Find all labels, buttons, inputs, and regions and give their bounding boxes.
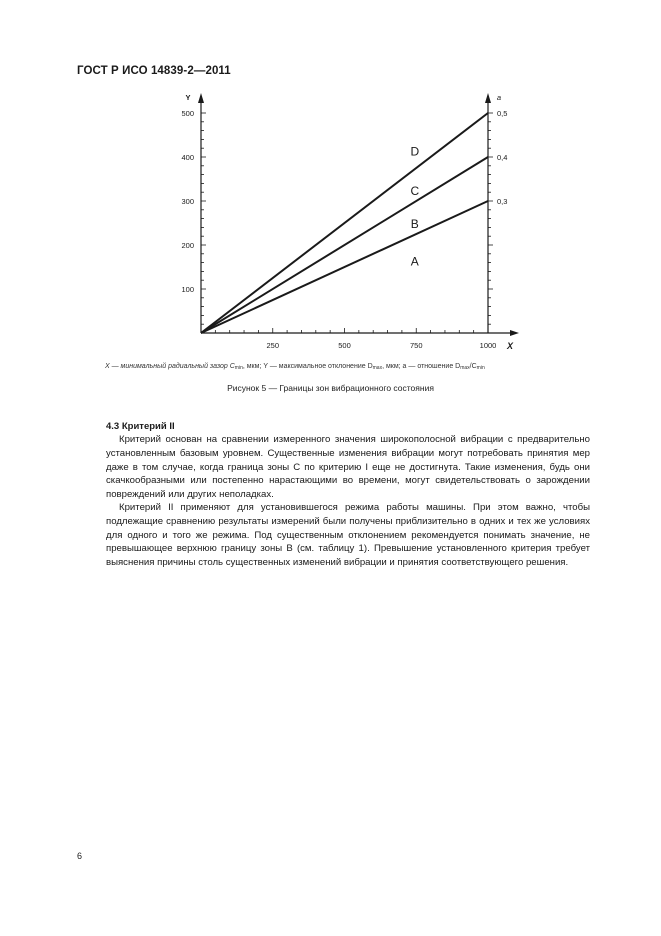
x-tick-label: 500	[338, 341, 351, 350]
caption-y-sub: max	[372, 365, 383, 371]
y-tick-label: 500	[181, 109, 194, 118]
x-tick-label: 1000	[479, 341, 497, 350]
caption-y-unit: , мкм; a — отношение D	[382, 363, 461, 370]
x-tick-label: 750	[409, 341, 423, 350]
zone-label-c: C	[410, 184, 420, 198]
y-tick-label: 200	[181, 241, 194, 250]
section-title: 4.3 Критерий II	[106, 421, 175, 432]
document-header: ГОСТ Р ИСО 14839-2—2011	[77, 65, 231, 77]
zone-label-d: D	[410, 144, 420, 159]
caption-ratio-slash: /C	[469, 363, 477, 370]
y2-axis-arrow	[485, 93, 491, 103]
zone-label-b: B	[410, 217, 419, 231]
figure-caption-legend	[105, 363, 575, 371]
x-axis-arrow	[510, 330, 519, 336]
zone-boundary-line-c	[201, 157, 488, 333]
y-tick-label: 100	[181, 285, 194, 294]
caption-ratio-sub2: min	[476, 365, 485, 371]
zone-boundary-line-b	[201, 201, 488, 333]
zone-boundary-line-d	[201, 113, 488, 333]
caption-x-part: X — минимальный радиальный зазор C	[105, 363, 235, 370]
y-tick-label: 300	[181, 197, 194, 206]
y2-tick-label: 0,3	[497, 197, 508, 206]
y2-tick-label: 0,5	[497, 109, 508, 118]
x-tick-label: 250	[266, 341, 280, 350]
y-axis-arrow	[198, 93, 204, 103]
page-number: 6	[77, 851, 83, 861]
paragraph-criterion-basis: Критерий основан на сравнении измеренного значения широкополосной вибрации с предварительно установленным базовым уровнем. Существенные изменения вибрации могут потребовать принятия мер даже в том случае, когда граница зоны C по критерию I еще не достигнута. Такие изменения, будь они скачкообразными или постепенно нарастающими во времени, могут свидетельствовать о зарождении повреждений или других неполадках.	[106, 434, 590, 501]
y2-tick-label: 0,4	[497, 153, 508, 162]
caption-x-sub: min	[234, 365, 243, 371]
zone-boundaries-chart	[0, 0, 661, 360]
caption-x-unit: , мкм; Y — максимальное отклонение D	[242, 363, 373, 370]
paragraph-criterion-application: Критерий II применяют для установившегося режима работы машины. При этом важно, чтобы подлежащие сравнению результаты измерений были получены приблизительно в одних и тех же условиях для одного и того же режима. Под существенным отклонением рекомендуется понимать значение, не превышающее верхнюю границу зоны B (см. таблицу 1). Превышение установленного критерия требует выяснения причины столь существенных изменений вибрации и принятия соответствующего решения.	[106, 502, 590, 569]
y2-axis-label: a	[496, 93, 502, 102]
figure-title: Рисунок 5 — Границы зон вибрационного состояния	[227, 383, 434, 393]
zone-label-a: A	[410, 254, 419, 269]
caption-ratio-sub1: max	[460, 365, 470, 371]
y-tick-label: 400	[181, 153, 194, 162]
x-axis-label: X	[506, 341, 514, 351]
y-axis-label: Y	[185, 93, 191, 102]
